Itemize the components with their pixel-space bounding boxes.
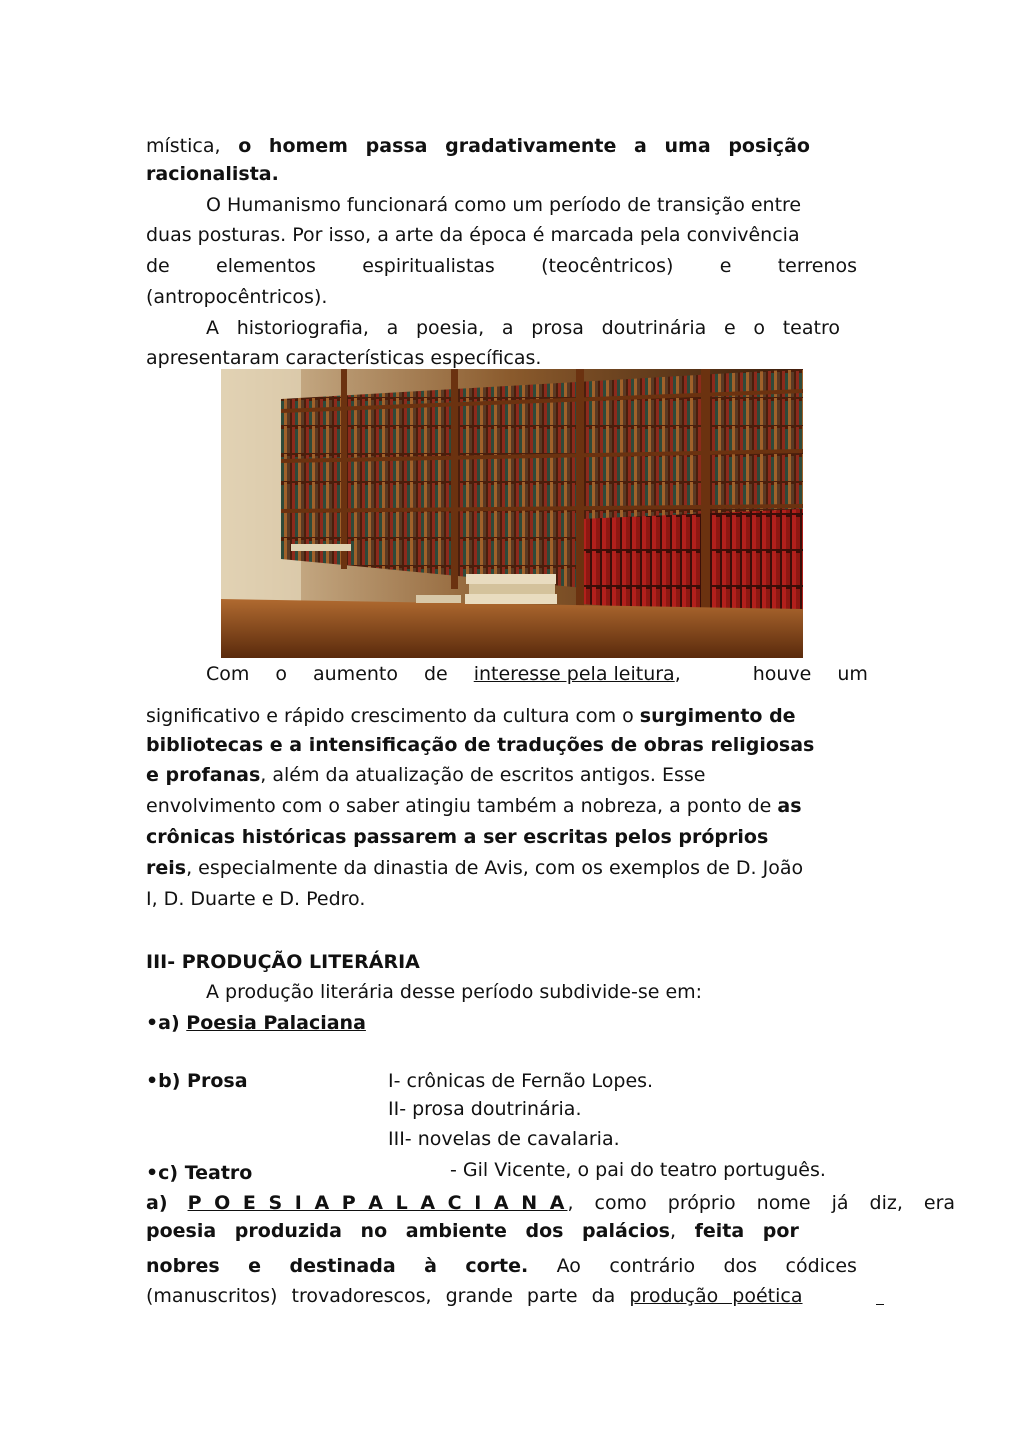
shelf-post (576, 369, 584, 609)
word: dos (723, 1255, 758, 1277)
humanismo-line-3 (146, 254, 857, 278)
palaciana-title: P O E S I A P A L A C I A N A (187, 1192, 568, 1214)
prosa-item: III- novelas de cavalaria. (388, 1128, 620, 1150)
text-bold: as (777, 795, 802, 817)
text-normal: envolvimento com o saber atingiu também a nobreza, a ponto de (146, 795, 778, 817)
text-bold: e profanas (146, 764, 261, 786)
text-normal: (manuscritos) trovadorescos, grande parte da (146, 1285, 630, 1307)
word: aumento (313, 663, 398, 685)
item-c-label: •c) Teatro (146, 1162, 253, 1184)
reading-desk (221, 599, 803, 658)
text-bold: surgimento de (639, 705, 796, 727)
word: a (501, 317, 514, 339)
bookshelf-red-books (581, 509, 803, 619)
word: o (275, 663, 288, 685)
word: contrário (609, 1255, 696, 1277)
underlined-phrase: interesse pela leitura (473, 663, 675, 685)
book-stack (469, 584, 555, 594)
teatro-item: - Gil Vicente, o pai do teatro português. (450, 1159, 826, 1181)
word: teatro (782, 317, 840, 339)
intro-bold-word: o (238, 135, 252, 157)
spacer (707, 662, 727, 686)
intro-bold-word: passa (365, 135, 428, 157)
word: e (248, 1255, 262, 1277)
item-a-prefix: •a) (146, 1012, 187, 1034)
comma: , (669, 1220, 676, 1242)
stray-mark (876, 1304, 884, 1305)
intro-bold-word: posição (728, 135, 810, 157)
reading-line-1 (206, 662, 868, 686)
item-b-label: •b) Prosa (146, 1070, 248, 1092)
word: códices (785, 1255, 857, 1277)
word: poesia, (415, 317, 485, 339)
book (291, 544, 351, 551)
word: o (753, 317, 766, 339)
intro-bold-word: homem (268, 135, 348, 157)
intro-bold-word: gradativamente (445, 135, 617, 157)
prosa-item: II- prosa doutrinária. (388, 1098, 582, 1120)
library-photo (221, 369, 803, 658)
underlined-phrase: produção poética (629, 1285, 803, 1307)
word: e (723, 317, 736, 339)
shelf-post (701, 369, 710, 619)
word: um (837, 663, 868, 685)
intro-bold-word: a (634, 135, 647, 157)
palaciana-prefix: a) (146, 1192, 168, 1214)
reading-line-3 (146, 733, 814, 757)
palaciana-line-2 (146, 1219, 799, 1243)
text-bold: bibliotecas e a intensificação de traduções de obras religiosas (146, 734, 815, 756)
word: de (146, 255, 170, 277)
word: doutrinária (601, 317, 707, 339)
reading-line-8: I, D. Duarte e D. Pedro. (146, 888, 366, 910)
reading-line-5 (146, 794, 802, 818)
book (416, 595, 461, 603)
word: historiografia, (236, 317, 369, 339)
text-normal: , especialmente da dinastia de Avis, com os exemplos de D. João (186, 857, 804, 879)
text-normal: , além da atualização de escritos antigos. Esse (260, 764, 706, 786)
text-normal: significativo e rápido crescimento da cultura com o (146, 705, 640, 727)
word: A (206, 317, 219, 339)
item-a-label: Poesia Palaciana (186, 1012, 366, 1034)
humanismo-line-4: (antropocêntricos). (146, 286, 328, 308)
shelf-post (341, 369, 347, 569)
word: Com (206, 663, 250, 685)
intro-line-2 (146, 162, 279, 186)
word: e (719, 255, 732, 277)
word: houve (752, 663, 812, 685)
book-stack (466, 574, 556, 584)
word: nobres (146, 1255, 220, 1277)
word: a (386, 317, 399, 339)
word: elementos (216, 255, 316, 277)
word: Ao (556, 1255, 581, 1277)
text-bold: reis (146, 857, 187, 879)
word: de (423, 663, 448, 685)
word: prosa (531, 317, 584, 339)
reading-line-2 (146, 704, 796, 728)
genres-line-1 (206, 316, 840, 340)
shelf-post (451, 369, 458, 589)
text-bold: crônicas históricas passarem a ser escritas pelos próprios (146, 826, 769, 848)
palaciana-line-1 (146, 1191, 956, 1215)
reading-line-4 (146, 763, 705, 787)
intro-line-1 (146, 134, 810, 158)
humanismo-line-2: duas posturas. Por isso, a arte da época é marcada pela convivência (146, 224, 800, 246)
word: espiritualistas (362, 255, 495, 277)
prosa-item: I- crônicas de Fernão Lopes. (388, 1070, 654, 1092)
intro-bold-word: uma (664, 135, 711, 157)
word: (teocêntricos) (541, 255, 674, 277)
palaciana-rest: , como próprio nome já diz, era (567, 1192, 956, 1214)
section-heading: III- PRODUÇÃO LITERÁRIA (146, 951, 420, 973)
comma: , (674, 663, 681, 685)
intro-word: mística, (146, 135, 221, 157)
text-bold: poesia produzida no ambiente dos palácios (146, 1220, 670, 1242)
genres-line-2: apresentaram características específicas. (146, 347, 542, 369)
word: à (424, 1255, 437, 1277)
text-bold: feita por (694, 1220, 799, 1242)
reading-line-6 (146, 825, 768, 849)
palaciana-line-4 (146, 1284, 803, 1308)
word: corte. (465, 1255, 529, 1277)
interesse-phrase (474, 662, 681, 686)
word: destinada (289, 1255, 396, 1277)
reading-line-7 (146, 856, 803, 880)
item-a (146, 1011, 366, 1035)
humanismo-line-1: O Humanismo funcionará como um período de transição entre (206, 194, 802, 216)
intro-bold-text: racionalista. (146, 163, 279, 185)
book-stack (465, 594, 557, 604)
palaciana-line-3 (146, 1254, 857, 1278)
word: terrenos (777, 255, 857, 277)
section-intro: A produção literária desse período subdivide-se em: (206, 981, 703, 1003)
